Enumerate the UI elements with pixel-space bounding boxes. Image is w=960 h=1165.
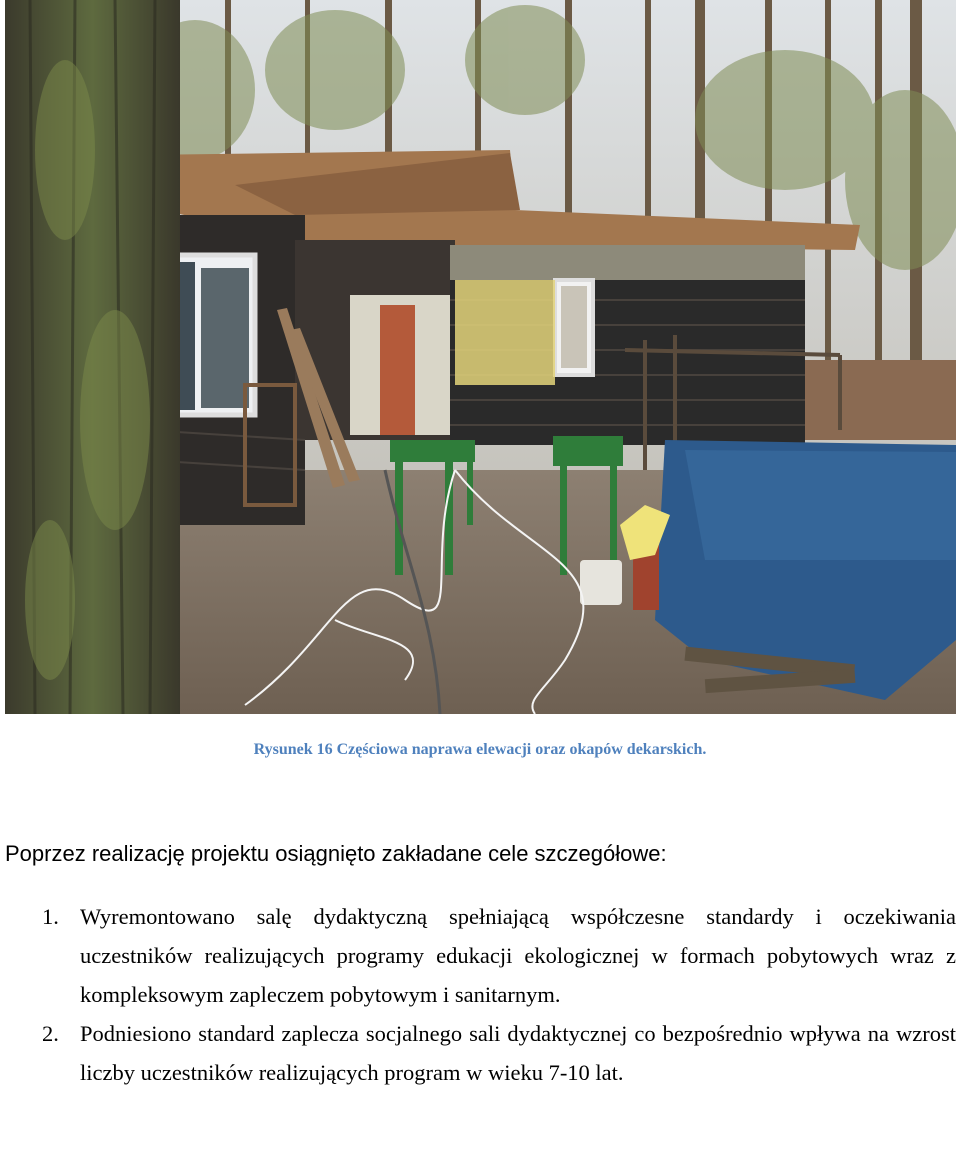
list-item-text: Podniesiono standard zaplecza socjalnego sali dydaktycznej co bezpośrednio wpływa na wzrost liczby uczestników realizujących program w wieku 7-10 lat. — [80, 1021, 956, 1085]
objectives-list — [0, 897, 956, 1092]
list-item-number: 2. — [42, 1021, 59, 1046]
list-item — [0, 897, 956, 1014]
figure-caption: Rysunek 16 Częściowa naprawa elewacji oraz okapów dekarskich. — [253, 741, 707, 758]
building-renovation-photo — [5, 0, 956, 714]
list-item-number: 1. — [42, 904, 59, 929]
list-item — [0, 1014, 956, 1092]
list-item-text: Wyremontowano salę dydaktyczną spełniającą współczesne standardy i oczekiwania uczestników realizujących programy edukacji ekologicznej w formach pobytowych wraz z kompleksowym zapleczem pobytowym i sanitarnym. — [80, 904, 956, 1007]
intro-paragraph: Poprzez realizację projektu osiągnięto zakładane cele szczegółowe: — [5, 841, 667, 866]
photo-illustration — [5, 0, 956, 714]
